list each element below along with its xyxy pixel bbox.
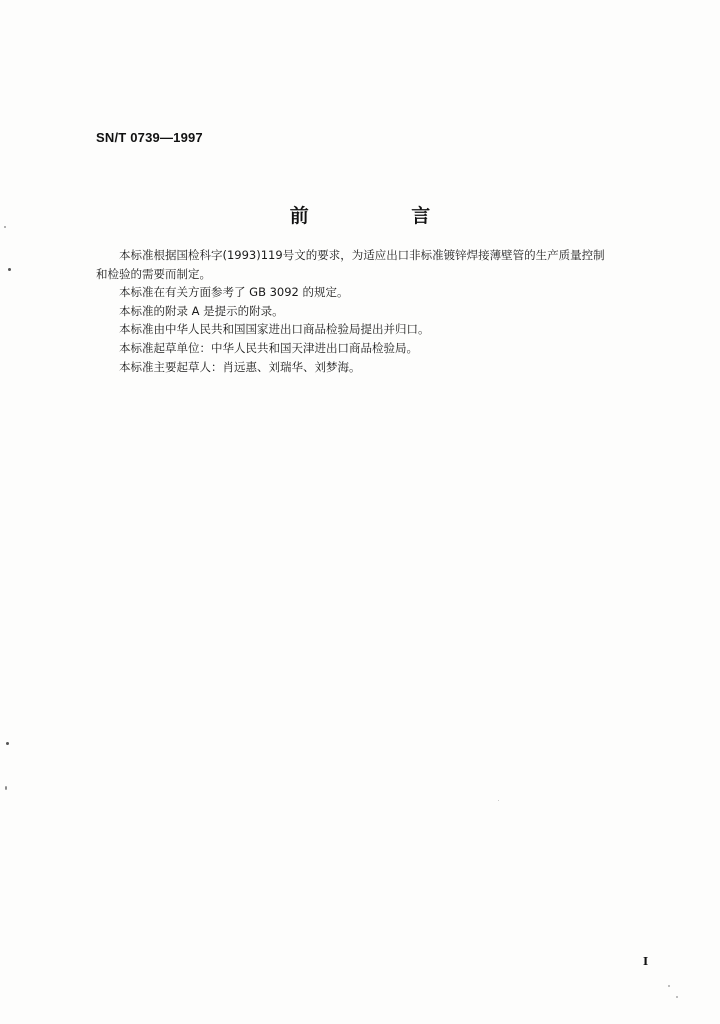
scan-speck	[5, 786, 7, 790]
preface-paragraph-1-continued: 和检验的需要而制定。	[96, 266, 211, 281]
standard-code: SN/T 0739—1997	[96, 130, 203, 145]
page-number: I	[643, 955, 649, 968]
preface-paragraph-2: 本标准在有关方面参考了 GB 3092 的规定。	[119, 285, 349, 300]
preface-paragraph-6: 本标准主要起草人：肖远惠、刘瑞华、刘梦海。	[119, 359, 361, 374]
scan-speck	[8, 268, 11, 271]
preface-body	[96, 246, 676, 376]
scan-speck	[676, 996, 678, 998]
scan-speck	[668, 985, 670, 987]
preface-title: 前 言	[289, 205, 479, 227]
preface-paragraph-5: 本标准起草单位：中华人民共和国天津进出口商品检验局。	[119, 340, 418, 355]
scan-speck	[6, 742, 9, 745]
preface-paragraph-3: 本标准的附录 A 是提示的附录。	[119, 303, 284, 318]
preface-paragraph-1: 本标准根据国检科字(1993)119号文的要求，为适应出口非标准镀锌焊接薄壁管的生产质量控制	[119, 248, 605, 262]
scan-speck	[498, 800, 499, 801]
scan-speck	[4, 226, 6, 228]
preface-paragraph-4: 本标准由中华人民共和国国家进出口商品检验局提出并归口。	[119, 322, 430, 337]
